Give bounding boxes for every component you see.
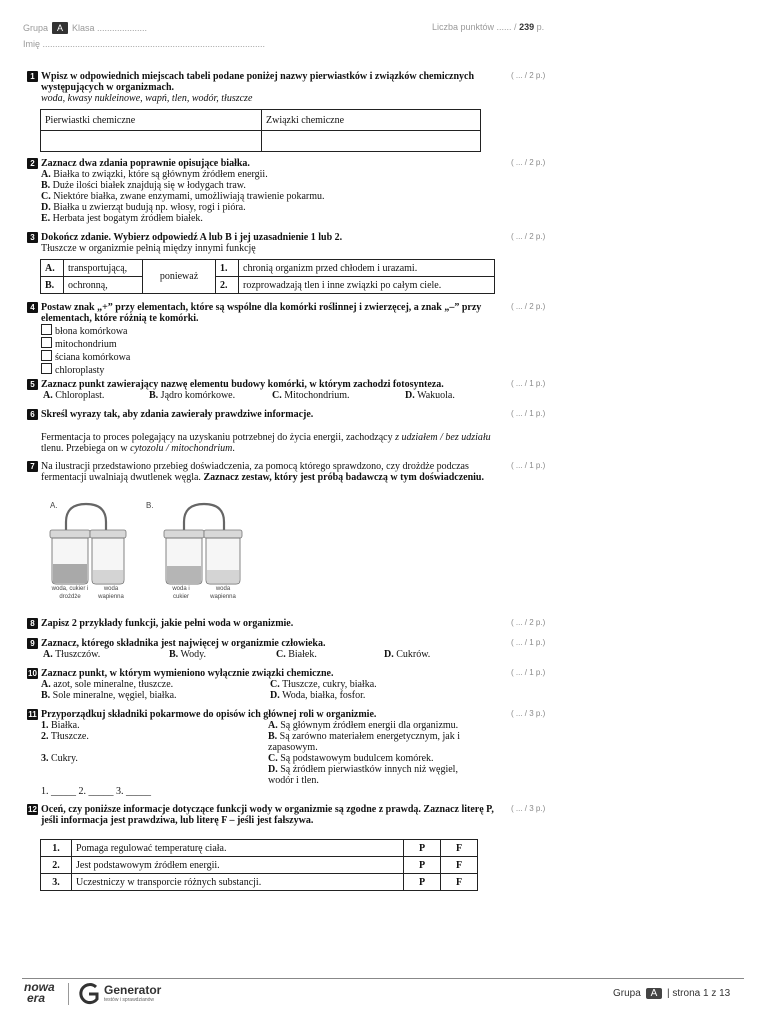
checkbox[interactable] xyxy=(41,350,52,361)
name-field: Imię ......................................................................................... xyxy=(23,39,266,49)
question-12: Oceń, czy poniższe informacje dotyczące funkcji wody w organizmie są zgodne z prawdą. Zaznacz literę P, jeśli informacja jest prawdziwa, lub literę F – jeśli jest fałszywa. xyxy=(41,804,494,826)
group-badge: A xyxy=(646,988,663,999)
checkbox[interactable] xyxy=(41,324,52,335)
question-8: Zapisz 2 przykłady funkcji, jakie pełni woda w organizmie. xyxy=(41,618,294,629)
points-box: ( ... / 3 p.) xyxy=(511,709,546,718)
question-10: Zaznacz punkt, w którym wymieniono wyłącznie związki chemiczne. xyxy=(41,668,334,679)
points-box: ( ... / 2 p.) xyxy=(511,71,546,80)
list-item: chloroplasty xyxy=(41,363,501,376)
elements-table xyxy=(40,109,481,152)
option-grid xyxy=(41,679,481,703)
question-3: Dokończ zdanie. Wybierz odpowiedź A lub B i jej uzasadnienie 1 lub 2. Tłuszcze w organizmie pełnią między innymi funkcję xyxy=(41,232,343,254)
question-number: 6 xyxy=(27,409,38,420)
jar-b1 xyxy=(164,530,204,584)
table-row: 1. Pomaga regulować temperaturę ciała. P F xyxy=(41,840,478,857)
group-badge: A xyxy=(52,22,68,34)
set-b-label[interactable]: B. xyxy=(146,501,154,510)
footer-divider xyxy=(22,978,744,979)
class-field: Klasa .................... xyxy=(72,23,148,33)
list-item: 1. Białka. xyxy=(41,720,80,731)
points-box: ( ... / 1 p.) xyxy=(511,409,546,418)
list-item[interactable]: B. Duże ilości białek znajdują się w łodygach traw. xyxy=(41,180,246,191)
reason-table: A. transportującą, ponieważ 1. chronią organizm przed chłodem i urazami. B. ochronną, 2. rozprowadzają tlen i inne związki po całym ciele. xyxy=(40,259,495,294)
word-list: woda, kwasy nukleinowe, wapń, tlen, wodór, tłuszcze xyxy=(41,93,253,104)
list-item[interactable]: C. Niektóre białka, zwane enzymami, umożliwiają trawienie pokarmu. xyxy=(41,191,325,202)
question-number: 7 xyxy=(27,461,38,472)
true-option[interactable]: P xyxy=(404,840,441,857)
points-box: ( ... / 1 p.) xyxy=(511,461,546,470)
generator-subtitle: testów i sprawdzianów xyxy=(104,997,155,1003)
table-header: Pierwiastki chemiczne xyxy=(41,110,262,131)
question-number: 9 xyxy=(27,638,38,649)
jar-a1 xyxy=(50,530,90,584)
list-item[interactable]: B. Jądro komórkowe. xyxy=(149,390,236,401)
question-number: 1 xyxy=(27,71,38,82)
question-6: Skreśl wyrazy tak, aby zdania zawierały prawdziwe informacje. xyxy=(41,409,314,420)
checkbox[interactable] xyxy=(41,337,52,348)
points-box: ( ... / 1 p.) xyxy=(511,379,546,388)
table-row: 2. Jest podstawowym źródłem energii. P F xyxy=(41,857,478,874)
points-box: ( ... / 2 p.) xyxy=(511,302,546,311)
list-item: mitochondrium xyxy=(41,337,501,350)
list-item[interactable]: A. Białka to związki, które są głównym źródłem energii. xyxy=(41,169,268,180)
footer-separator xyxy=(68,983,69,1005)
list-item[interactable]: E. Herbata jest bogatym źródłem białek. xyxy=(41,213,203,224)
question-number: 12 xyxy=(28,805,37,814)
list-item[interactable]: C. Mitochondrium. xyxy=(272,390,350,401)
points-box: ( ... / 2 p.) xyxy=(511,158,546,167)
set-a-label[interactable]: A. xyxy=(50,501,58,510)
jar-label: woda, cukier i drożdże xyxy=(51,586,89,600)
list-item[interactable]: A. azot, sole mineralne, tłuszcze. xyxy=(41,679,174,690)
page-indicator: Grupa A | strona 1 z 13 xyxy=(613,988,731,999)
false-option[interactable]: F xyxy=(441,840,478,857)
points-box: ( ... / 2 p.) xyxy=(511,232,546,241)
generator-g-icon xyxy=(76,982,102,1006)
list-item: ściana komórkowa xyxy=(41,350,501,363)
answer-cell[interactable] xyxy=(262,131,481,152)
true-option[interactable]: P xyxy=(404,857,441,874)
points-summary: Liczba punktów ...... / 239 p. xyxy=(432,22,545,32)
true-false-table xyxy=(40,839,478,891)
checkbox[interactable] xyxy=(41,363,52,374)
question-number: 8 xyxy=(27,618,38,629)
false-option[interactable]: F xyxy=(441,857,478,874)
list-item: D. Są źródłem pierwiastków innych niż węgiel, wodór i tlen. xyxy=(268,764,458,786)
question-number: 2 xyxy=(27,158,38,169)
question-4: Postaw znak „+” przy elementach, które są wspólne dla komórki roślinnej i zwierzęcej, a znak „–” przy elementach, które różnią te komórki. błona komórkowa mitochondrium ściana komórkowa chloroplasty xyxy=(41,302,501,376)
check-list xyxy=(41,324,501,376)
answer-cell[interactable] xyxy=(41,131,262,152)
list-item[interactable]: D. Woda, białka, fosfor. xyxy=(270,690,366,701)
choice-words[interactable]: cytozolu / mitochondrium xyxy=(130,443,233,454)
list-item[interactable]: D. Białka u zwierząt budują np. włosy, rogi i pióra. xyxy=(41,202,246,213)
list-item: 3. Cukry. xyxy=(41,753,78,764)
question-number: 10 xyxy=(28,669,37,678)
list-item: A. Są głównym źródłem energii dla organizmu. xyxy=(268,720,459,731)
list-item[interactable]: D. Cukrów. xyxy=(384,649,431,660)
list-item: 2. Tłuszcze. xyxy=(41,731,89,742)
question-9: Zaznacz, którego składnika jest najwięcej w organizmie człowieka. xyxy=(41,638,326,649)
list-item[interactable]: B. Sole mineralne, węgiel, białka. xyxy=(41,690,177,701)
question-number: 5 xyxy=(27,379,38,390)
question-5: Zaznacz punkt zawierający nazwę elementu budowy komórki, w którym zachodzi fotosynteza. xyxy=(41,379,444,390)
role-list xyxy=(268,720,473,786)
question-number: 11 xyxy=(28,710,37,719)
points-box: ( ... / 3 p.) xyxy=(511,804,546,813)
table-header: Związki chemiczne xyxy=(262,110,481,131)
answer-blanks[interactable]: 1. _____ 2. _____ 3. _____ xyxy=(41,786,151,797)
list-item[interactable]: A. Chloroplast. xyxy=(43,390,105,401)
points-box: ( ... / 2 p.) xyxy=(511,618,546,627)
list-item[interactable]: D. Wakuola. xyxy=(405,390,455,401)
question-7: Na ilustracji przedstawiono przebieg doświadczenia, za pomocą którego sprawdzono, czy drożdże podczas fermentacji uwalniają dwutlenek węgla. Zaznacz zestaw, który jest próbą badawczą w tym doświadczeniu. xyxy=(41,461,484,483)
group-label-row: Grupa A Klasa .................... xyxy=(23,23,148,33)
jar-b2 xyxy=(204,530,242,584)
list-item: C. Są podstawowym budulcem komórek. xyxy=(268,753,434,764)
question-1: Wpisz w odpowiednich miejscach tabeli podane poniżej nazwy pierwiastków i związków chemicznych występujących w organizmach. woda, kwasy nukleinowe, wapń, tlen, wodór, tłuszcze xyxy=(41,71,475,104)
list-item[interactable]: B. Wody. xyxy=(169,649,206,660)
list-item: B. Są zarówno materiałem energetycznym, jak i zapasowym. xyxy=(268,731,460,753)
list-item[interactable]: C. Białek. xyxy=(276,649,317,660)
points-box: ( ... / 1 p.) xyxy=(511,668,546,677)
list-item[interactable]: A. Tłuszczów. xyxy=(43,649,101,660)
question-11: Przyporządkuj składniki pokarmowe do opisów ich głównej roli w organizmie. xyxy=(41,709,377,720)
nowa-era-logo: nowa era xyxy=(24,980,55,1005)
option-list xyxy=(41,169,501,224)
jar-a2 xyxy=(90,530,126,584)
jar-label: woda wapienna xyxy=(210,586,236,600)
list-item: błona komórkowa xyxy=(41,324,501,337)
false-option[interactable]: F xyxy=(441,874,478,891)
points-box: ( ... / 1 p.) xyxy=(511,638,546,647)
question-number: 4 xyxy=(27,302,38,313)
true-option[interactable]: P xyxy=(404,874,441,891)
experiment-illustration xyxy=(44,500,254,590)
connector: ponieważ xyxy=(143,260,216,294)
question-number: 3 xyxy=(27,232,38,243)
jar-label: woda wapienna xyxy=(98,586,124,600)
table-row: 3. Uczestniczy w transporcie różnych substancji. P F xyxy=(41,874,478,891)
fill-sentence: Fermentacja to proces polegający na uzyskaniu potrzebnej do życia energii, zachodzący z udziałem / bez udziału tlenu. Przebiega on w cytozolu / mitochondrium. xyxy=(41,432,491,454)
question-2: Zaznacz dwa zdania poprawnie opisujące białka. A. Białka to związki, które są głównym źródłem energii. B. Duże ilości białek znajdują się w łodygach traw. C. Niektóre białka, zwane enzymami, umożliwiają trawienie pokarmu. D. Białka u zwierząt budują np. włosy, rogi i pióra. E. Herbata jest bogatym źródłem białek. xyxy=(41,158,501,224)
list-item[interactable]: C. Tłuszcze, cukry, białka. xyxy=(270,679,377,690)
jar-label: woda i cukier xyxy=(172,586,190,600)
generator-title: Generator xyxy=(104,983,162,997)
choice-words[interactable]: z udziałem / bez udziału xyxy=(395,432,491,443)
